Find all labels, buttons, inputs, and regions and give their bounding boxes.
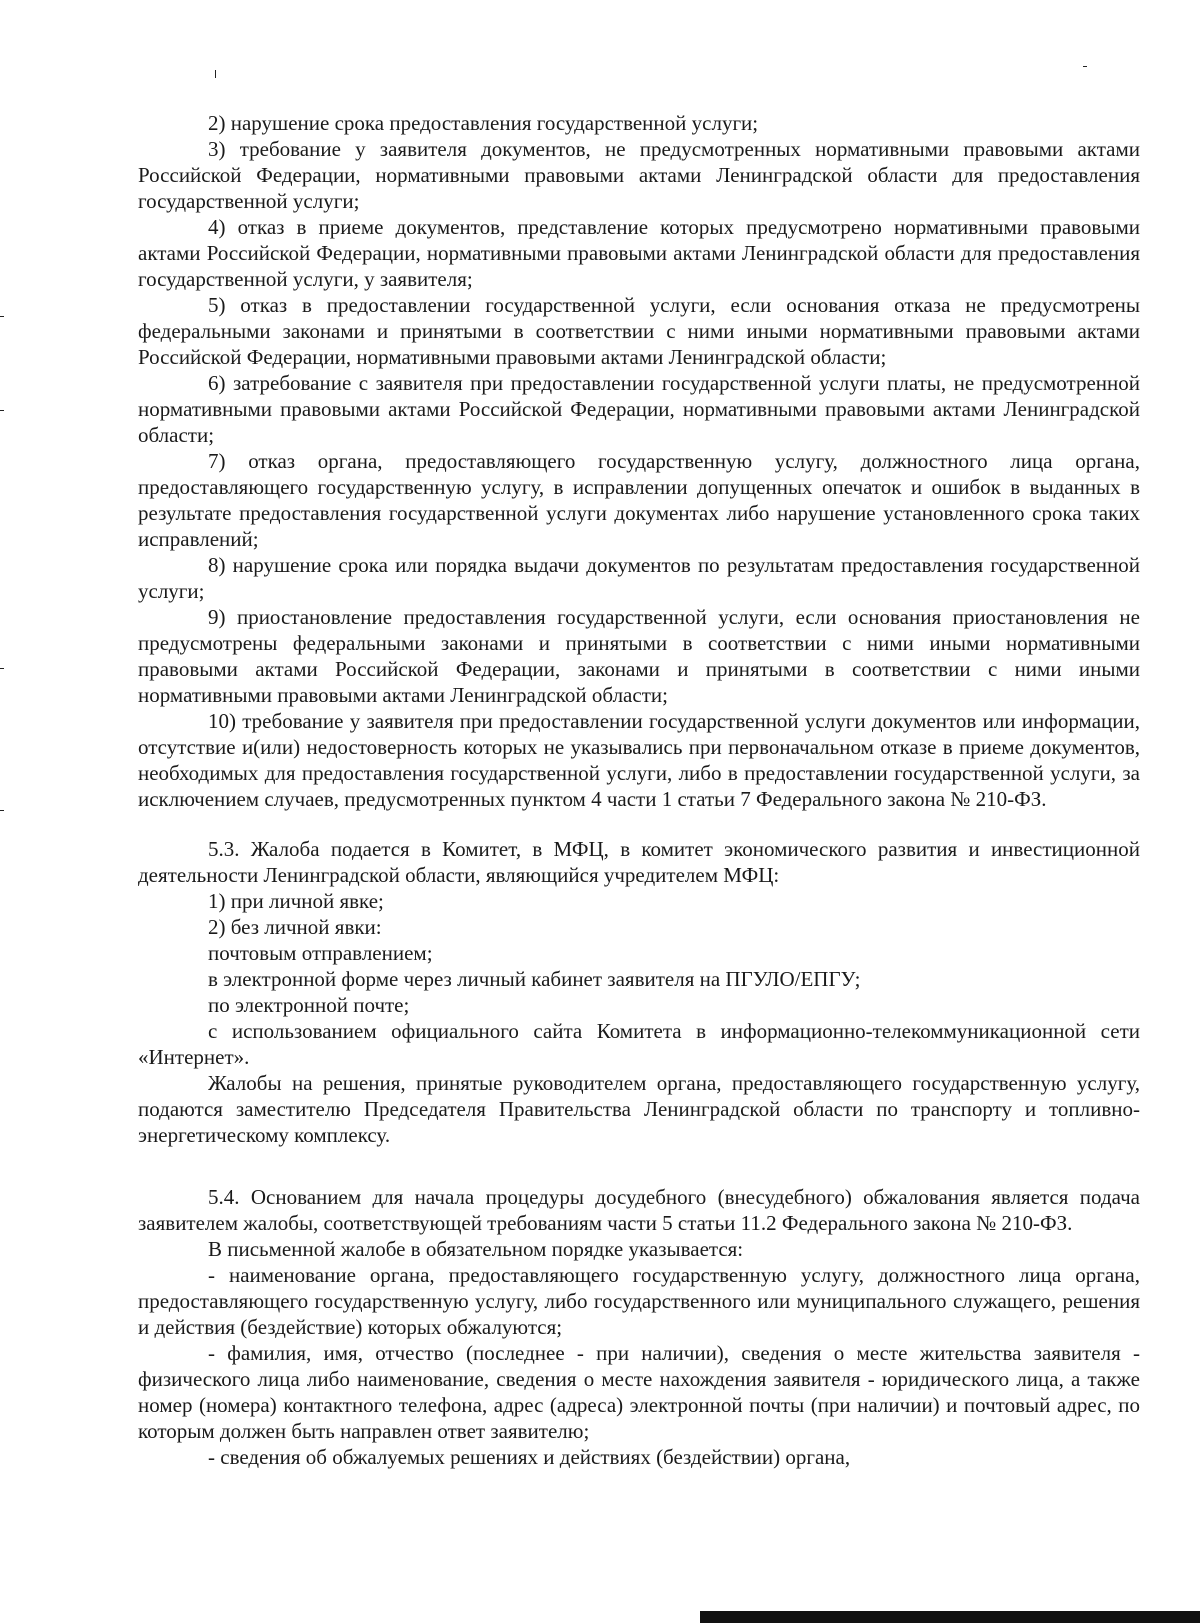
- scan-artifact: [215, 70, 216, 78]
- section-5-4-intro: 5.4. Основанием для начала процедуры досудебного (внесудебного) обжалования является подача заявителем жалобы, соответствующей требованиям части 5 статьи 11.2 Федерального закона № 210-ФЗ.: [138, 1185, 1140, 1235]
- submit-email: по электронной почте;: [208, 993, 410, 1017]
- scan-artifact: [0, 316, 4, 317]
- written-complaint-requirements: В письменной жалобе в обязательном порядке указывается:: [208, 1237, 744, 1261]
- item-10: 10) требование у заявителя при предоставлении государственной услуги документов или информации, отсутствие и(или) недостоверность которых не указывались при первоначальном отказе в приеме документов, необходимых для предоставления государственной услуги, либо в предоставлении государственной услуги, за исключением случаев, предусмотренных пунктом 4 части 1 статьи 7 Федерального закона № 210-ФЗ.: [138, 709, 1140, 811]
- section-5-4: [138, 1184, 1140, 1470]
- submit-in-person: 1) при личной явке;: [208, 889, 384, 913]
- scan-artifact: [0, 810, 4, 811]
- submit-remote: 2) без личной явки:: [208, 915, 382, 939]
- scan-artifact: [0, 410, 4, 411]
- item-7: 7) отказ органа, предоставляющего государственную услугу, должностного лица органа, предоставляющего государственную услугу, в исправлении допущенных опечаток и ошибок в выданных в результате предоставления государственной услуги документах либо нарушение установленного срока таких исправлений;: [138, 449, 1140, 551]
- submit-website: с использованием официального сайта Комитета в информационно-телекоммуникационной сети «Интернет».: [138, 1019, 1140, 1069]
- scan-artifact: [0, 668, 4, 669]
- item-8: 8) нарушение срока или порядка выдачи документов по результатам предоставления государственной услуги;: [138, 553, 1140, 603]
- section-5-2-items: [138, 110, 1140, 812]
- item-9: 9) приостановление предоставления государственной услуги, если основания приостановления не предусмотрены федеральными законами и принятыми в соответствии с ними иными нормативными правовыми актами Российской Федерации, законами и принятыми в соответствии с ними иными нормативными правовыми актами Ленинградской области;: [138, 605, 1140, 707]
- spacer: [138, 812, 1140, 836]
- complaints-addressee: Жалобы на решения, принятые руководителем органа, предоставляющего государственную услугу, подаются заместителю Председателя Правительства Ленинградской области по транспорту и топливно-энергетическому комплексу.: [138, 1071, 1140, 1147]
- requirement-appealed-decisions: - сведения об обжалуемых решениях и действиях (бездействии) органа,: [208, 1445, 851, 1469]
- document-page: [138, 110, 1140, 1470]
- item-3: 3) требование у заявителя документов, не предусмотренных нормативными правовыми актами Российской Федерации, нормативными правовыми актами Ленинградской области для предоставления государственной услуги;: [138, 137, 1140, 213]
- spacer: [138, 1148, 1140, 1184]
- scan-edge-bar: [700, 1611, 1200, 1623]
- submit-by-mail: почтовым отправлением;: [208, 941, 433, 965]
- requirement-organ-name: - наименование органа, предоставляющего государственную услугу, должностного лица органа, предоставляющего государственную услугу, либо государственного или муниципального служащего, решения и действия (бездействие) которых обжалуются;: [138, 1263, 1140, 1339]
- section-5-3-intro: 5.3. Жалоба подается в Комитет, в МФЦ, в комитет экономического развития и инвестиционной деятельности Ленинградской области, являющийся учредителем МФЦ:: [138, 837, 1140, 887]
- requirement-applicant-info: - фамилия, имя, отчество (последнее - при наличии), сведения о месте жительства заявителя - физического лица либо наименование, сведения о месте нахождения заявителя - юридического лица, а также номер (номера) контактного телефона, адрес (адреса) электронной почты (при наличии) и почтовый адрес, по которым должен быть направлен ответ заявителю;: [138, 1341, 1140, 1443]
- section-5-3: [138, 836, 1140, 1148]
- submit-electronic-cabinet: в электронной форме через личный кабинет заявителя на ПГУЛО/ЕПГУ;: [208, 967, 861, 991]
- item-4: 4) отказ в приеме документов, представление которых предусмотрено нормативными правовыми актами Российской Федерации, нормативными правовыми актами Ленинградской области для предоставления государственной услуги, у заявителя;: [138, 215, 1140, 291]
- item-2: 2) нарушение срока предоставления государственной услуги;: [208, 111, 759, 135]
- scan-artifact: [1083, 66, 1087, 67]
- item-6: 6) затребование с заявителя при предоставлении государственной услуги платы, не предусмотренной нормативными правовыми актами Российской Федерации, нормативными правовыми актами Ленинградской области;: [138, 371, 1140, 447]
- item-5: 5) отказ в предоставлении государственной услуги, если основания отказа не предусмотрены федеральными законами и принятыми в соответствии с ними иными нормативными правовыми актами Российской Федерации, нормативными правовыми актами Ленинградской области;: [138, 293, 1140, 369]
